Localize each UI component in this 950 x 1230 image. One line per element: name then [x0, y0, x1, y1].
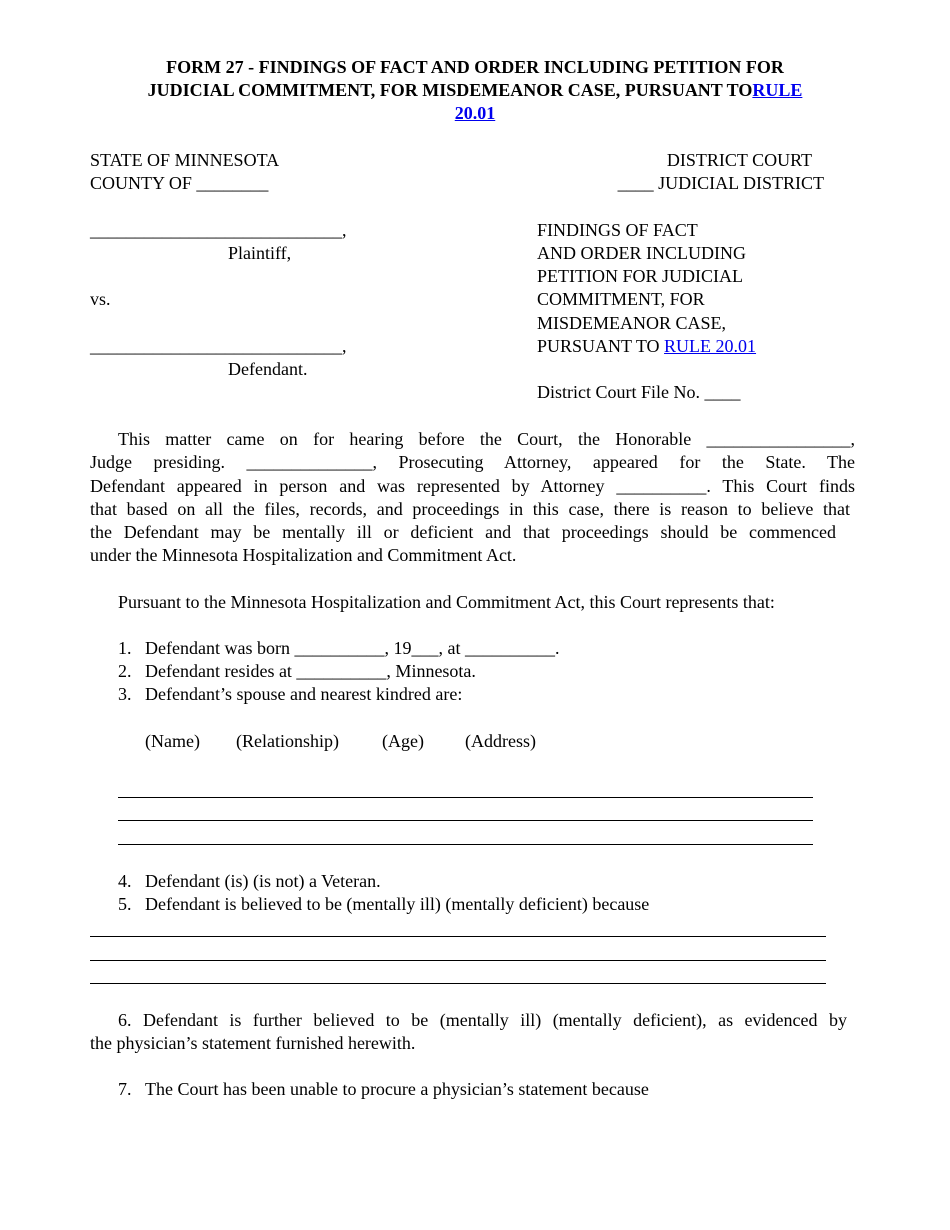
doc-title-line-3: PETITION FOR JUDICIAL	[537, 266, 743, 286]
item-6-paragraph	[90, 1009, 847, 1056]
item-number-3: 3.	[118, 684, 132, 704]
vs-label: vs.	[90, 289, 111, 309]
doc-title-line-2: AND ORDER INCLUDING	[537, 243, 746, 263]
rule-link-caption[interactable]: RULE 20.01	[664, 336, 757, 356]
rule-link-title[interactable]: RULE	[752, 80, 803, 100]
item-text-7: The Court has been unable to procure a physician’s statement because	[145, 1079, 649, 1099]
kindred-blank-line-1	[118, 797, 813, 798]
title-line-3	[90, 102, 860, 125]
title-line-2	[90, 79, 860, 102]
intro-line-1: This matter came on for hearing before the Court, the Honorable ________________,	[118, 429, 855, 449]
court-label: DISTRICT COURT	[666, 150, 812, 170]
item-text-3: Defendant’s spouse and nearest kindred are:	[145, 684, 463, 704]
item-number-7: 7.	[118, 1079, 132, 1099]
item-number-2: 2.	[118, 661, 132, 681]
item-number-4: 4.	[118, 871, 132, 891]
file-number: District Court File No. ____	[537, 382, 741, 402]
intro-paragraph	[90, 428, 855, 568]
intro-line-3: Defendant appeared in person and was represented by Attorney __________. This Court finds	[90, 475, 855, 496]
doc-title-pursuant: PURSUANT TO	[537, 336, 665, 356]
doc-title-line-1: FINDINGS OF FACT	[537, 220, 698, 240]
defendant-label: Defendant.	[228, 359, 308, 379]
intro-line-2: Judge presiding. ______________, Prosecuting Attorney, appeared for the State. The	[90, 452, 855, 473]
item-text-4: Defendant (is) (is not) a Veteran.	[145, 871, 381, 891]
item-6-line-2: the physician’s statement furnished herewith.	[90, 1033, 416, 1054]
rule-number-link-title[interactable]: 20.01	[454, 103, 496, 123]
item-6-line-1: 6. Defendant is further believed to be (mentally ill) (mentally deficient), as evidenced by	[118, 1010, 847, 1030]
reason-blank-line-1	[90, 936, 826, 937]
reason-blank-line-3	[90, 983, 826, 984]
item-number-5: 5.	[118, 894, 132, 914]
intro-line-4: that based on all the files, records, and proceedings in this case, there is reason to believe that	[90, 498, 850, 519]
item-text-5: Defendant is believed to be (mentally ill) (mentally deficient) because	[145, 894, 650, 914]
reason-blank-line-2	[90, 960, 826, 961]
plaintiff-label: Plaintiff,	[228, 243, 292, 263]
kindred-header-age: (Age)	[382, 731, 424, 751]
kindred-header-relationship: (Relationship)	[236, 731, 339, 751]
kindred-header-address: (Address)	[465, 731, 536, 751]
item-text-2: Defendant resides at __________, Minnesota.	[145, 661, 476, 681]
plaintiff-blank: ____________________________,	[90, 220, 347, 240]
doc-title-line-5: MISDEMEANOR CASE,	[537, 313, 727, 333]
kindred-blank-line-3	[118, 844, 813, 845]
doc-title-line-4: COMMITMENT, FOR	[537, 289, 705, 309]
kindred-header-name: (Name)	[145, 731, 200, 751]
kindred-blank-line-2	[118, 820, 813, 821]
defendant-blank: ____________________________,	[90, 336, 347, 356]
county-label: COUNTY OF ________	[90, 173, 269, 193]
state-label: STATE OF MINNESOTA	[90, 150, 280, 170]
represents-statement: Pursuant to the Minnesota Hospitalization and Commitment Act, this Court represents that:	[118, 592, 775, 612]
form-title	[90, 56, 860, 125]
item-number-1: 1.	[118, 638, 132, 658]
title-line-2-text: JUDICIAL COMMITMENT, FOR MISDEMEANOR CASE, PURSUANT TO	[147, 80, 753, 100]
doc-title-line-6	[537, 335, 756, 358]
intro-line-6: under the Minnesota Hospitalization and Commitment Act.	[90, 545, 517, 566]
intro-line-5: the Defendant may be mentally ill or deficient and that proceedings should be commenced	[90, 522, 836, 543]
item-text-1: Defendant was born __________, 19___, at __________.	[145, 638, 560, 658]
district-label: ____ JUDICIAL DISTRICT	[617, 173, 824, 193]
title-line-1: FORM 27 - FINDINGS OF FACT AND ORDER INCLUDING PETITION FOR	[166, 57, 784, 77]
